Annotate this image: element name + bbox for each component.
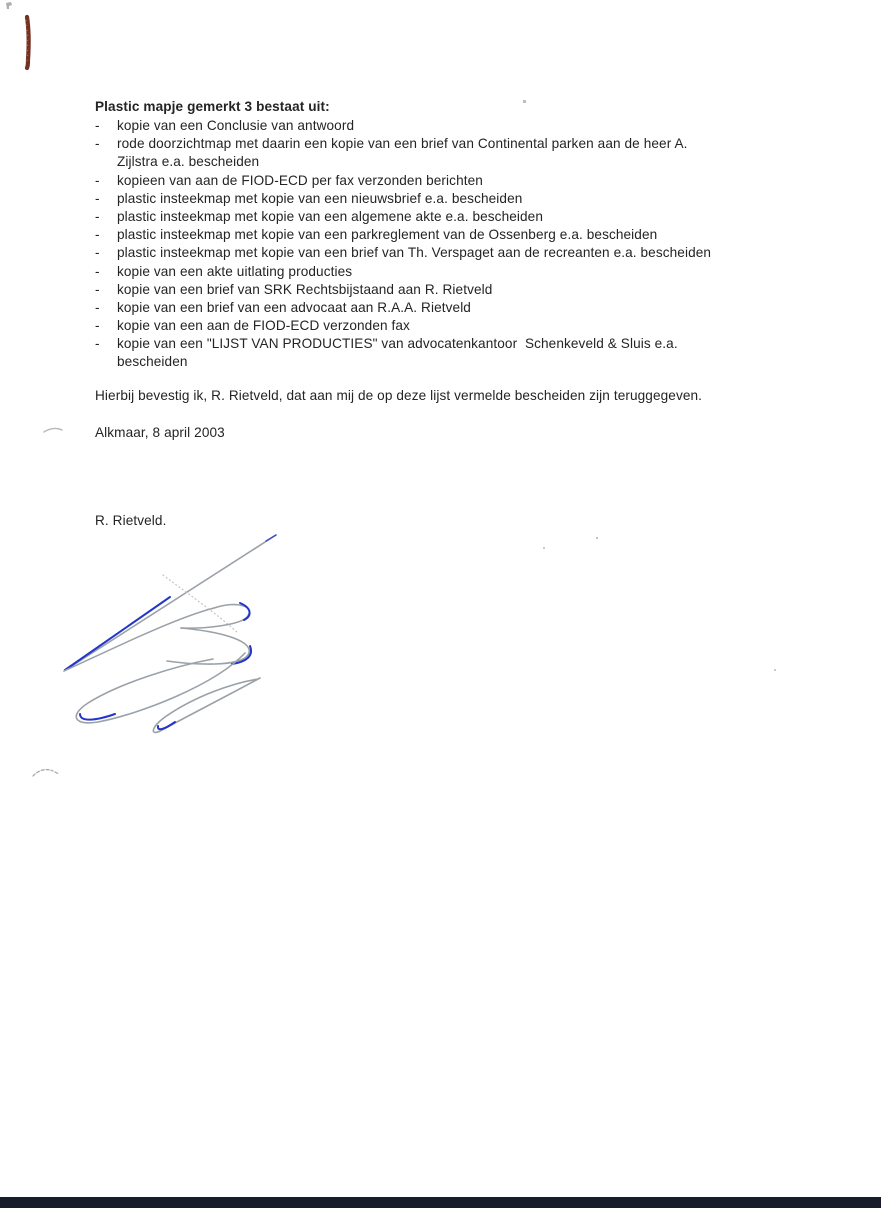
list-item-line (95, 172, 825, 190)
scan-artifact-squiggle-2 (33, 770, 59, 776)
list-item-text: kopieen van aan de FIOD-ECD per fax verzonden berichten (117, 172, 483, 188)
list-item-text: kopie van een aan de FIOD-ECD verzonden fax (117, 318, 410, 334)
bullet-dash: - (95, 190, 100, 206)
bullet-dash: - (95, 118, 100, 133)
list-item-line (95, 208, 825, 226)
confirmation-statement: Hierbij bevestig ik, R. Rietveld, dat aan mij de op deze lijst vermelde bescheiden zijn teruggegeven. (95, 388, 703, 403)
handwritten-signature (64, 535, 276, 732)
place-and-date: Alkmaar, 8 april 2003 (95, 425, 225, 440)
list-item-line (95, 353, 825, 371)
bullet-dash: - (95, 281, 100, 297)
bullet-dash: - (95, 318, 100, 334)
signatory-name: R. Rietveld. (95, 513, 167, 528)
list-item-line (95, 135, 825, 153)
list-item-line (95, 263, 825, 281)
list-item-text: kopie van een brief van een advocaat aan R.A.A. Rietveld (117, 299, 471, 315)
scan-artifact-squiggle-1 (44, 428, 62, 432)
list-item-text: kopie van een Conclusie van antwoord (117, 118, 355, 133)
list-item-text: plastic insteekmap met kopie van een brief van Th. Verspaget aan de recreanten e.a. bescheiden (117, 245, 712, 261)
list-item-text: rode doorzichtmap met daarin een kopie van een brief van Continental parken aan de heer A. (117, 136, 688, 152)
list-item-line (95, 244, 825, 262)
document-item-list (95, 117, 825, 372)
list-item-line (95, 117, 825, 135)
list-item-text: kopie van een akte uitlating producties (117, 263, 353, 279)
list-item-text: plastic insteekmap met kopie van een algemene akte e.a. bescheiden (117, 208, 544, 224)
bullet-dash: - (95, 245, 100, 261)
list-item-line (95, 299, 825, 317)
list-item-line (95, 335, 825, 353)
list-item-text: Zijlstra e.a. bescheiden (117, 154, 260, 170)
list-item-line (95, 153, 825, 171)
bullet-dash: - (95, 208, 100, 224)
bullet-dash: - (95, 336, 100, 352)
bullet-dash: - (95, 299, 100, 315)
bullet-dash: - (95, 136, 100, 152)
list-item-text: kopie van een "LIJST VAN PRODUCTIES" van advocatenkantoor Schenkeveld & Sluis e.a. (117, 336, 678, 352)
list-item-text: plastic insteekmap met kopie van een nieuwsbrief e.a. bescheiden (117, 190, 523, 206)
bullet-dash: - (95, 227, 100, 243)
document-title: Plastic mapje gemerkt 3 bestaat uit: (95, 99, 330, 114)
scan-edge-bar (0, 1197, 881, 1208)
scan-artifact-speck-topleft (6, 2, 12, 9)
list-item-text: kopie van een brief van SRK Rechtsbijstaand aan R. Rietveld (117, 281, 493, 297)
list-item-line (95, 281, 825, 299)
list-item-line (95, 190, 825, 208)
bullet-dash: - (95, 263, 100, 279)
scan-artifact-staple-mark (26, 17, 29, 68)
list-item-line (95, 317, 825, 335)
bullet-dash: - (95, 172, 100, 188)
list-item-text: bescheiden (117, 354, 188, 370)
list-item-line (95, 226, 825, 244)
list-item-text: plastic insteekmap met kopie van een parkreglement van de Ossenberg e.a. bescheiden (117, 227, 658, 243)
